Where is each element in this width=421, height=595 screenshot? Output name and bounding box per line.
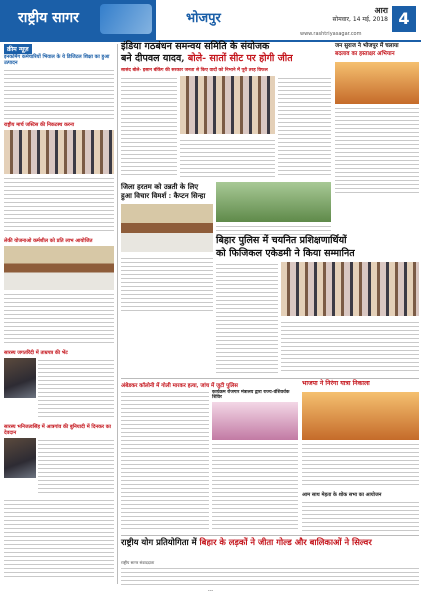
top-story-text-col2 — [180, 138, 275, 178]
paper-name: राष्ट्रीय सागर — [18, 10, 79, 26]
masthead-swirl-graphic — [100, 4, 152, 34]
top-story-headline-1: इंडिया गठबंधन समन्वय समिति के संयोजक — [121, 41, 270, 52]
lower-story2-photo — [212, 402, 298, 440]
top-story-photo — [180, 76, 275, 134]
left-story2-text — [4, 176, 114, 234]
top-story-headline-2a: बने दीपवल यादव, — [121, 53, 185, 64]
police-photo — [281, 262, 419, 316]
page-number: 4 — [392, 6, 416, 32]
left-story5-title: सारस्य भनिजत्वसिंह में आत्रगांव की बुनियादी में दिनकर का देवदान — [4, 424, 111, 436]
bottom-text — [121, 566, 419, 586]
bottom-headline — [121, 538, 419, 547]
page-footer: --- — [207, 588, 214, 594]
mid-story-headline-2: हुआ विचार विमर्श : कैप्टन सिन्हा — [121, 191, 206, 200]
right-top-headline-2: बदलाव का हस्ताक्षर अभियान — [335, 51, 395, 57]
top-story-headline-2 — [121, 54, 331, 64]
left-story2-photo — [4, 130, 114, 174]
mid-story-headline-1: जिला हरतम को उन्नती के लिए — [121, 182, 199, 191]
left-story4-text — [38, 358, 114, 420]
right-top-text — [335, 106, 419, 196]
lower-story3-title: भाजपा ने निरंगा यात्रा निकाला — [302, 380, 370, 387]
lower-story4-text — [302, 500, 419, 532]
top-story-subhead: सासंद बोले- इसान बंकिंग की सरकार जनता से किए वादों को निभाने में पूरी तरह विफल — [121, 68, 268, 73]
section-name: भोजपुर — [186, 11, 221, 26]
left-story1-text — [4, 68, 114, 120]
left-story5-text — [38, 438, 114, 494]
lower-divider — [121, 378, 419, 379]
top-story-text-col3 — [278, 76, 331, 178]
left-story3-text — [4, 292, 114, 346]
left-story5-more-text — [4, 498, 114, 580]
mid-story-text — [121, 256, 213, 312]
bottom-divider — [121, 535, 419, 536]
left-story1-title: इनकमिंग कर्मचारियों भिवाल के ये डिजिटल शिक्षा का हुआ उत्पादन — [4, 54, 110, 66]
top-story-headline-2b: बोले- सातों सीट पर होगी जीत — [187, 53, 293, 64]
lower-story2-text — [212, 442, 298, 532]
police-headline-2: को फिजिकल एकेडमी ने किया सम्मानित — [216, 248, 355, 259]
lower-story1-text — [121, 390, 209, 532]
bottom-byline: राष्ट्रीय सागर संवाददाता — [121, 560, 155, 565]
right-top-photo — [335, 62, 419, 104]
lower-story2-title: कार्यक्रम रोजगार मंत्रालय द्वारा राज्य-वंशिवर्धक शिविर — [212, 390, 290, 401]
lower-story4-title: आम साथ मेहता के शोक सभा का आयोजन — [302, 492, 382, 498]
police-text-col1 — [216, 262, 278, 374]
left-story4-title: सारस्य जगतरिंदी में ताम्रपत्र की भेंट — [4, 350, 68, 356]
column-divider — [117, 44, 118, 584]
masthead-logo — [0, 0, 156, 40]
lower-story3-photo — [302, 392, 419, 440]
bottom-headline-b: बिहार के लड़कों ने जीता गोल्ड और बालिकाओं ने सिल्वर — [199, 537, 372, 547]
left-story5-photo — [4, 438, 36, 478]
top-story-text-col1 — [121, 76, 177, 178]
police-headline-1: बिहार पुलिस में चयनित प्रशिक्षणार्थियों — [216, 235, 347, 246]
bottom-headline-a: राष्ट्रीय योग प्रतियोगिता में — [121, 537, 197, 547]
mid-story-photo — [121, 204, 213, 252]
edition-date — [330, 6, 388, 24]
left-story2-title: राष्ट्रीय मार्च जस्टिस की निकटस्थ करना — [4, 122, 75, 128]
website: www.rashtriyasagar.com — [300, 31, 362, 37]
masthead-header — [0, 0, 421, 40]
lower-story1-title: अंबेडकर कॉलोनी में गोली मारकर हत्या, जांच में जुटी पुलिस — [121, 383, 238, 389]
lower-story3-text — [302, 442, 419, 488]
right-top-headline-1: जन सुराज ने भोजपुर में चलाया — [335, 43, 399, 49]
ad-banner-photo — [216, 182, 331, 222]
left-story4-photo — [4, 358, 36, 398]
left-kicker: क्रीम न्यूज़ — [4, 44, 32, 54]
edition-name: आरा — [374, 6, 388, 15]
left-story3-photo — [4, 246, 114, 290]
left-story3-title: लेकी योजनाओ कर्मशील को प्रति लाभ आयोजित — [4, 238, 93, 244]
police-text-col2 — [281, 320, 419, 374]
issue-date: सोमवार, 14 मई, 2018 — [332, 16, 388, 23]
